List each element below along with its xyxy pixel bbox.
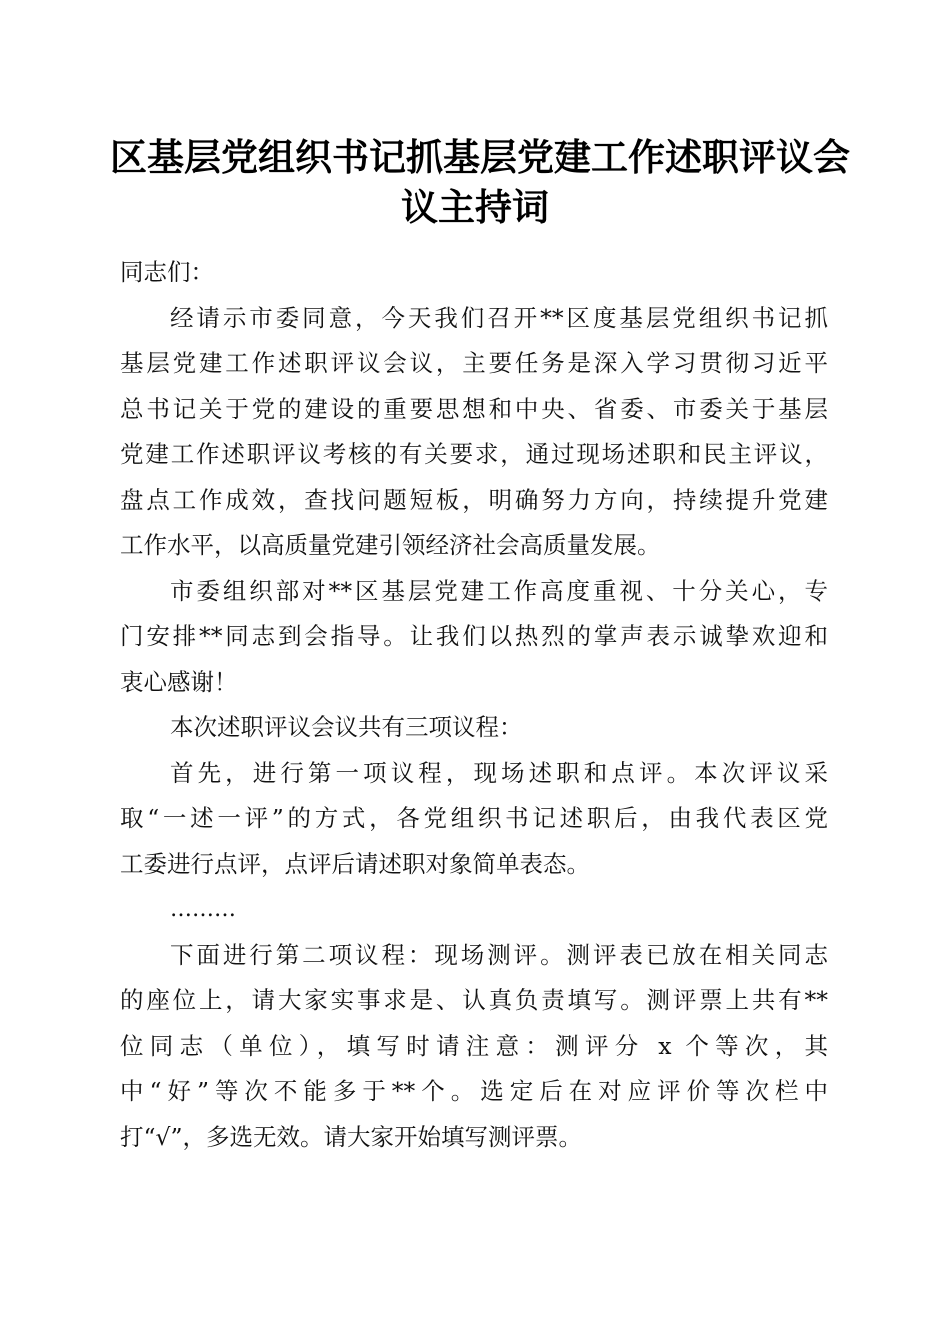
- paragraph-line: 的座位上，请大家实事求是、认真负责填写。测评票上共有**: [120, 986, 828, 1014]
- paragraph-line: 首先，进行第一项议程，现场述职和点评。本次评议采: [170, 758, 828, 787]
- paragraph-agenda-item-1: [120, 751, 828, 888]
- paragraph-line: 工作水平，以高质量党建引领经济社会高质量发展。: [120, 531, 661, 559]
- paragraph-line: 打“√”，多选无效。请大家开始填写测评票。: [120, 1122, 583, 1151]
- paragraph-line: 市委组织部对**区基层党建工作高度重视、十分关心，专: [170, 576, 828, 605]
- paragraph-line: 衷心感谢！: [120, 667, 238, 696]
- ellipsis: ………: [170, 897, 236, 922]
- paragraph-line: 门安排**同志到会指导。让我们以热烈的掌声表示诚挚欢迎和: [120, 622, 828, 650]
- title-line-1: 区基层党组织书记抓基层党建工作述职评议会: [110, 135, 850, 179]
- paragraph-line: 党建工作述职评议考核的有关要求，通过现场述职和民主评议，: [120, 440, 828, 468]
- paragraph-line: 本次述职评议会议共有三项议程：: [170, 713, 523, 741]
- document-title: [110, 132, 850, 232]
- salutation: 同志们：: [120, 258, 214, 286]
- paragraph-opening: [120, 296, 828, 569]
- paragraph-line: 工委进行点评，点评后请述职对象简单表态。: [120, 849, 590, 878]
- paragraph-line: 盘点工作成效，查找问题短板，明确努力方向，持续提升党建: [120, 485, 828, 514]
- paragraph-welcome: [120, 569, 828, 706]
- paragraph-agenda-item-2: [120, 933, 828, 1161]
- paragraph-agenda-intro: [120, 705, 828, 751]
- paragraph-line: 取“一述一评”的方式，各党组织书记述职后，由我代表区党: [120, 804, 828, 832]
- paragraph-line: 下面进行第二项议程：现场测评。测评表已放在相关同志: [170, 940, 828, 969]
- paragraph-line: 中“好”等次不能多于**个。选定后在对应评价等次栏中: [120, 1077, 828, 1105]
- paragraph-line: 总书记关于党的建设的重要思想和中央、省委、市委关于基层: [120, 394, 828, 423]
- paragraph-line: 位同志（单位），填写时请注意：测评分 x 个等次，其: [120, 1031, 828, 1060]
- document-body: [120, 250, 828, 1160]
- paragraph-line: 基层党建工作述职评议会议，主要任务是深入学习贯彻习近平: [120, 349, 828, 377]
- title-line-2: 议主持词: [401, 185, 549, 229]
- paragraph-ellipsis: [120, 887, 828, 933]
- paragraph-line: 经请示市委同意，今天我们召开**区度基层党组织书记抓: [170, 303, 828, 332]
